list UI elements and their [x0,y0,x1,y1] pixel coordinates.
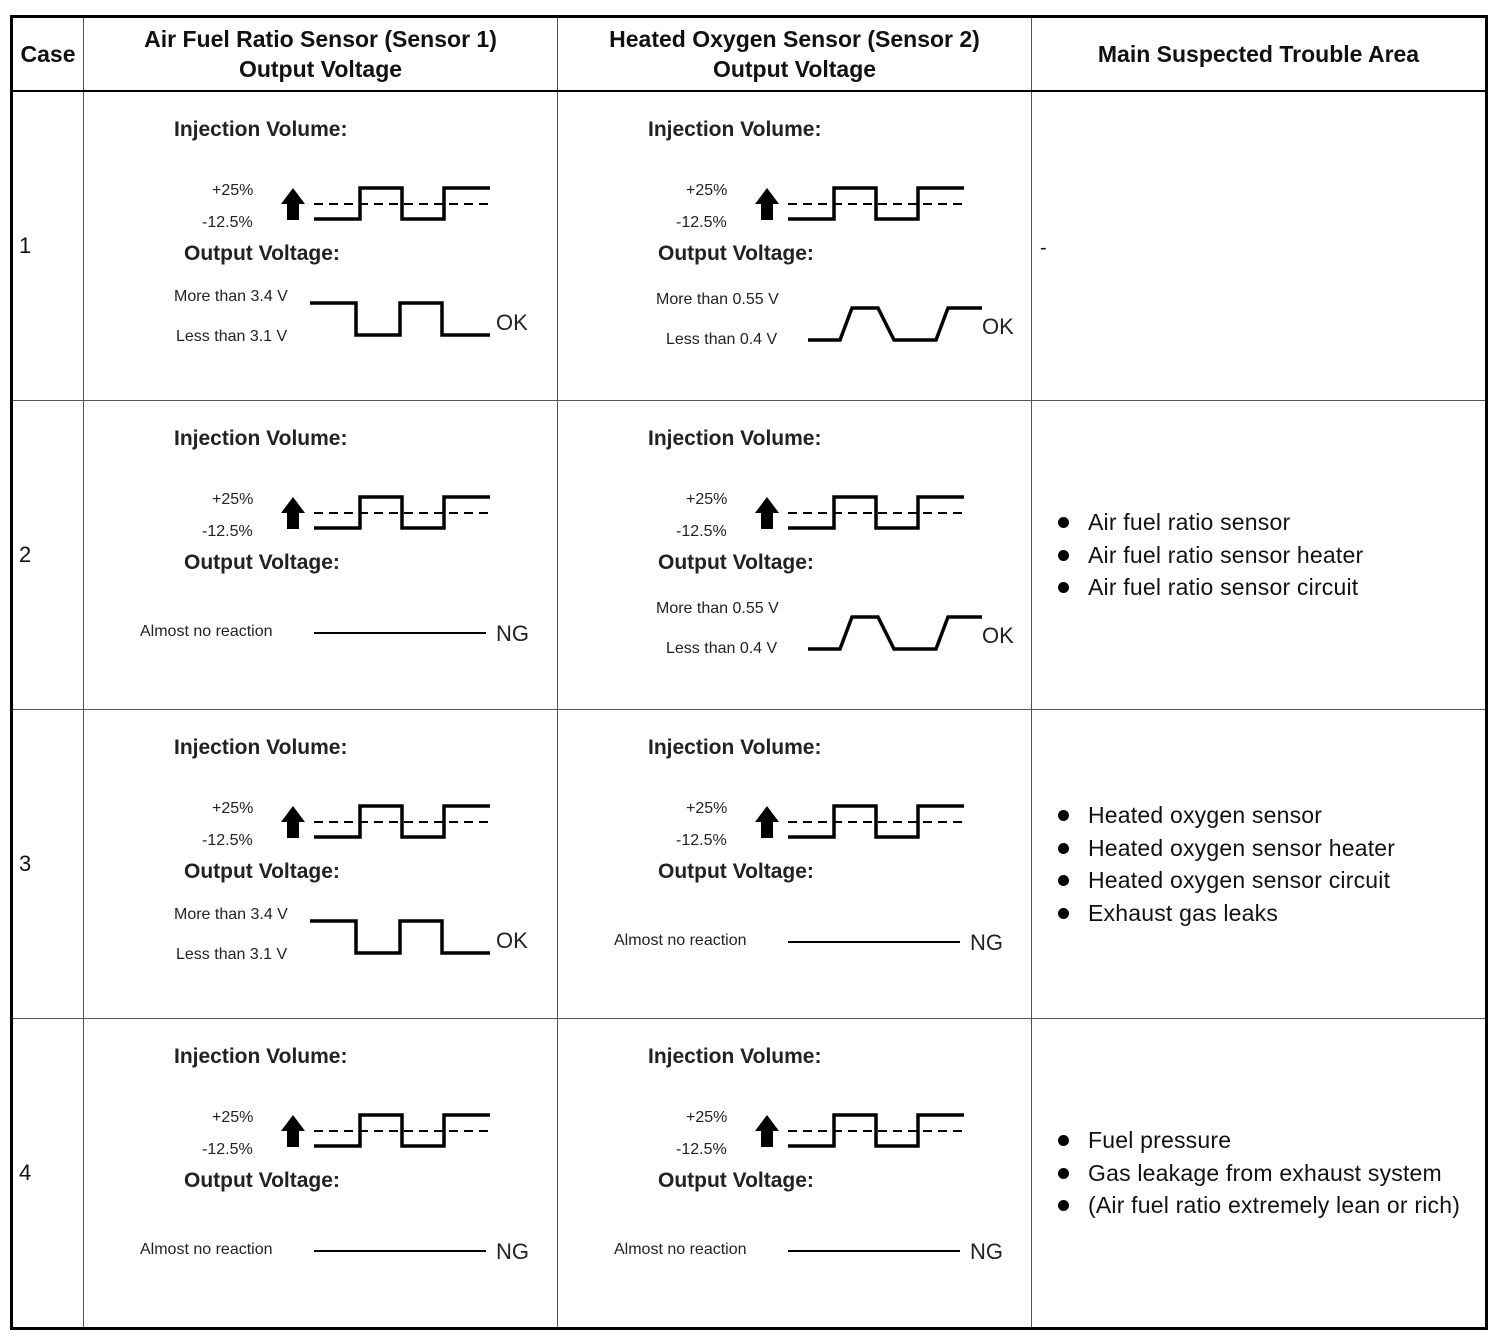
sensor2-cell [558,401,1032,710]
result-ok: OK [496,310,528,335]
table-row [12,91,1487,401]
trouble-area-item: (Air fuel ratio extremely lean or rich) [1054,1189,1485,1222]
result-ng: NG [496,621,529,646]
injection-volume-label: Injection Volume: [648,736,822,759]
result-ng: NG [496,1239,529,1264]
up-arrow-icon [281,806,305,838]
sensor2-diagram [558,92,1032,400]
output-voltage-label: Output Voltage: [184,242,340,265]
up-arrow-icon [755,188,779,220]
trouble-area-item: Air fuel ratio sensor circuit [1054,571,1485,604]
result-ng: NG [970,930,1003,955]
header-area: Main Suspected Trouble Area [1032,17,1487,92]
plus-25-label: +25% [686,1109,728,1126]
output-smooth-wave [808,617,982,649]
afs-high-label: More than 3.4 V [174,288,288,305]
injection-volume-label: Injection Volume: [648,427,822,450]
injection-volume-label: Injection Volume: [174,118,348,141]
sensor1-diagram [84,92,558,400]
trouble-area-item: Air fuel ratio sensor [1054,506,1485,539]
table-row [12,401,1487,710]
injection-square-wave [788,188,964,219]
afs-low-label: Less than 3.1 V [176,946,288,963]
trouble-area-cell [1032,710,1487,1019]
result-ok: OK [982,314,1014,339]
injection-square-wave [788,497,964,528]
no-reaction-label: Almost no reaction [140,623,273,640]
sensor2-cell [558,91,1032,401]
minus-12-5-label: -12.5% [676,1141,727,1158]
sensor1-diagram [84,710,558,1018]
table-row [12,710,1487,1019]
sensor1-cell [84,710,558,1019]
injection-square-wave [314,188,490,219]
case-number: 4 [12,1019,84,1329]
result-ok: OK [496,928,528,953]
output-smooth-wave [808,308,982,340]
result-ok: OK [982,623,1014,648]
header-row [12,17,1487,92]
sensor1-cell [84,401,558,710]
up-arrow-icon [755,497,779,529]
trouble-area-cell [1032,1019,1487,1329]
result-ng: NG [970,1239,1003,1264]
trouble-area-cell [1032,91,1487,401]
injection-volume-label: Injection Volume: [648,1045,822,1068]
case-number: 3 [12,710,84,1019]
plus-25-label: +25% [686,800,728,817]
sensor1-diagram [84,1019,558,1327]
injection-volume-label: Injection Volume: [174,427,348,450]
injection-volume-label: Injection Volume: [648,118,822,141]
up-arrow-icon [755,1115,779,1147]
minus-12-5-label: -12.5% [202,214,253,231]
injection-square-wave [314,1115,490,1146]
output-voltage-label: Output Voltage: [658,860,814,883]
no-reaction-label: Almost no reaction [614,1241,747,1258]
trouble-area-item: Exhaust gas leaks [1054,897,1485,930]
header-sensor1-line2: Output Voltage [238,56,403,82]
minus-12-5-label: -12.5% [202,1141,253,1158]
injection-volume-label: Injection Volume: [174,736,348,759]
trouble-area-item: Air fuel ratio sensor heater [1054,539,1485,572]
up-arrow-icon [281,497,305,529]
plus-25-label: +25% [212,800,254,817]
output-voltage-label: Output Voltage: [658,1169,814,1192]
trouble-area-list [1054,1124,1485,1222]
header-case: Case [12,17,84,92]
injection-square-wave [314,497,490,528]
output-voltage-label: Output Voltage: [184,551,340,574]
plus-25-label: +25% [212,182,254,199]
trouble-area-cell [1032,401,1487,710]
no-reaction-label: Almost no reaction [614,932,747,949]
trouble-area-list [1054,506,1485,604]
trouble-area-item: Fuel pressure [1054,1124,1485,1157]
minus-12-5-label: -12.5% [202,523,253,540]
header-sensor2-line1: Heated Oxygen Sensor (Sensor 2) [609,26,980,52]
output-square-wave [310,921,490,953]
sensor2-diagram [558,710,1032,1018]
up-arrow-icon [755,806,779,838]
sensor2-cell [558,1019,1032,1329]
plus-25-label: +25% [686,491,728,508]
sensor1-cell [84,91,558,401]
sensor2-diagram [558,1019,1032,1327]
sensor2-cell [558,710,1032,1019]
injection-square-wave [788,1115,964,1146]
afs-high-label: More than 3.4 V [174,906,288,923]
plus-25-label: +25% [686,182,728,199]
trouble-area-item: Heated oxygen sensor heater [1054,832,1485,865]
table-row [12,1019,1487,1329]
minus-12-5-label: -12.5% [676,523,727,540]
header-sensor1 [84,17,558,92]
injection-square-wave [788,806,964,837]
header-sensor2 [558,17,1032,92]
minus-12-5-label: -12.5% [676,214,727,231]
ho2-low-label: Less than 0.4 V [666,331,778,348]
sensor1-diagram [84,401,558,709]
output-voltage-label: Output Voltage: [658,551,814,574]
no-trouble-area: - [1040,236,1047,259]
minus-12-5-label: -12.5% [202,832,253,849]
up-arrow-icon [281,1115,305,1147]
trouble-area-item: Heated oxygen sensor [1054,799,1485,832]
no-reaction-label: Almost no reaction [140,1241,273,1258]
output-voltage-label: Output Voltage: [184,860,340,883]
case-number: 1 [12,91,84,401]
header-sensor1-line1: Air Fuel Ratio Sensor (Sensor 1) [144,26,497,52]
injection-volume-label: Injection Volume: [174,1045,348,1068]
minus-12-5-label: -12.5% [676,832,727,849]
plus-25-label: +25% [212,491,254,508]
output-square-wave [310,303,490,335]
diagnosis-table [10,15,1488,1330]
up-arrow-icon [281,188,305,220]
afs-low-label: Less than 3.1 V [176,328,288,345]
trouble-area-item: Heated oxygen sensor circuit [1054,864,1485,897]
sensor2-diagram [558,401,1032,709]
case-number: 2 [12,401,84,710]
plus-25-label: +25% [212,1109,254,1126]
trouble-area-list [1054,799,1485,929]
ho2-low-label: Less than 0.4 V [666,640,778,657]
ho2-high-label: More than 0.55 V [656,291,779,308]
injection-square-wave [314,806,490,837]
header-sensor2-line2: Output Voltage [712,56,877,82]
output-voltage-label: Output Voltage: [184,1169,340,1192]
trouble-area-item: Gas leakage from exhaust system [1054,1157,1485,1190]
ho2-high-label: More than 0.55 V [656,600,779,617]
sensor1-cell [84,1019,558,1329]
output-voltage-label: Output Voltage: [658,242,814,265]
